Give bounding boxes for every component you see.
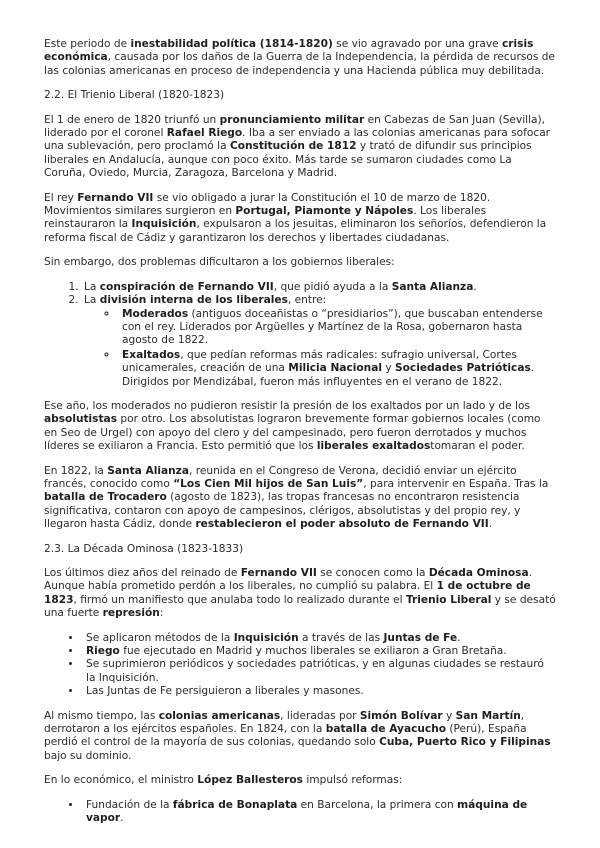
text: , reunida en el Congreso de Verona, decidió enviar un ejército francés, conocido como: [44, 464, 517, 490]
liberal-factions-list: [84, 308, 556, 389]
trienio-paragraph-3: Sin embargo, dos problemas dificultaron a los gobiernos liberales:: [44, 256, 395, 269]
bold-term: López Ballesteros: [197, 774, 303, 787]
list-item: [118, 308, 556, 348]
text: .: [120, 812, 124, 825]
text: , que pedían reformas más radicales: sufragio universal, Cortes unicamerales, creación de una: [122, 348, 517, 375]
bold-term: fábrica de Bonaplata: [172, 798, 298, 811]
text: Este periodo de: [44, 38, 131, 50]
bold-term: máquina de vapor: [86, 798, 528, 825]
text: . Los liberales reinstauraron la: [44, 205, 487, 231]
text: Ese año, los moderados no pudieron resistir la presión de los exaltados por un lado y de los: [44, 399, 530, 412]
bold-term: Constitución de 1812: [229, 140, 357, 153]
text: .: [473, 280, 477, 293]
text: y: [382, 362, 396, 375]
text: , para intervenir en España. Tras la: [363, 477, 549, 490]
text: .: [457, 631, 461, 644]
bold-term: San Martín: [455, 709, 521, 722]
text: Al mismo tiempo, las: [44, 709, 159, 722]
text: Fundación de la: [86, 798, 173, 811]
bold-term: Moderados: [122, 307, 189, 320]
bold-term: 1 de octubre de 1823: [44, 580, 531, 606]
list-item: [82, 294, 556, 389]
trienio-paragraph-2: [44, 192, 556, 246]
bold-term: Santa Alianza: [391, 280, 474, 293]
decada-paragraph-2: [44, 710, 556, 764]
list-item: [82, 799, 556, 826]
repression-list: [44, 632, 556, 699]
economic-reforms-list: [44, 799, 556, 826]
bold-term: batalla de Trocadero: [44, 491, 167, 504]
text: (Perú), España perdió el control de la mayoría de sus colonias, quedando solo: [44, 723, 527, 749]
list-item: [118, 349, 556, 389]
bold-term: Fernando VII: [240, 567, 317, 579]
problems-list: [44, 281, 556, 389]
text: Los últimos diez años del reinado de: [44, 567, 241, 579]
bold-term: colonias americanas: [158, 709, 281, 722]
text: La: [84, 294, 100, 307]
text: , derrotaron a los ejércitos españoles. En 1824, con la: [44, 709, 525, 736]
bold-term: división interna de los liberales: [99, 294, 288, 307]
text: fue ejecutado en Madrid y muchos liberales se exiliaron a Gran Bretaña.: [119, 645, 507, 658]
text: tomaran el poder.: [430, 440, 525, 453]
text: El 1 de enero de 1820 triunfó un: [44, 113, 220, 126]
text: (antiguos doceañistas o “presidiarios”), que buscaban entenderse con el rey. Liderados por Argüelles y Martínez de la Rosa, gobernaron hasta agosto de 1822.: [122, 307, 543, 347]
text: por otro. Los absolutistas lograron brevemente formar gobiernos locales (como en Seo de Urgel) con apoyo del clero y del campesinado, pero fueron derrotados y muchos líderes se exiliaron a Francia. Esto permitió que los: [44, 413, 541, 453]
bold-term: Cuba, Puerto Rico y Filipinas: [379, 736, 551, 749]
text: . Dirigidos por Mendizábal, fueron más influyentes en el verano de 1822.: [122, 362, 535, 388]
text: y trató de difundir sus principios liberales en Andalucía, aunque con poco éxito. Más tarde se sumaron ciudades como La Coruña, Oviedo, Murcia, Zaragoza, Barcelona y Madrid.: [44, 140, 532, 180]
bold-term: Portugal, Piamonte y Nápoles: [235, 205, 414, 218]
text: y: [442, 709, 456, 722]
text: en Barcelona, la primera con: [297, 798, 458, 811]
bold-term: Milicia Nacional: [288, 362, 382, 375]
bold-term: restablecieron el poder absoluto de Fernando VII: [195, 518, 489, 531]
bold-term: Riego: [86, 645, 120, 658]
section-heading-trienio: 2.2. El Trienio Liberal (1820-1823): [44, 89, 225, 102]
text: bajo su dominio.: [44, 749, 132, 762]
text: .: [488, 518, 493, 531]
text: , expulsaron a los jesuitas, eliminaron los señoríos, defendieron la reforma fiscal de Cádiz y garantizaron los derechos y libertades ciudadanas.: [44, 218, 547, 244]
bold-term: Simón Bolívar: [359, 709, 443, 722]
bold-term: Trienio Liberal: [406, 593, 492, 606]
text: se conocen como la: [316, 567, 429, 579]
decada-paragraph-1: [44, 567, 556, 621]
text: Se aplicaron métodos de la: [86, 631, 234, 644]
bold-term: batalla de Ayacucho: [325, 723, 447, 736]
text: , lideradas por: [280, 709, 360, 722]
intro-paragraph: [44, 38, 556, 78]
list-item: [82, 281, 556, 294]
text: impulsó reformas:: [302, 774, 403, 787]
text: , causada por los daños de la Guerra de la Independencia, la pérdida de recursos de las colonias americanas en proceso de independencia y una Hacienda pública muy debilitada.: [44, 51, 555, 77]
list-item: [82, 632, 556, 645]
bold-term: pronunciamiento militar: [219, 113, 365, 126]
bold-term: Fernando VII: [77, 191, 154, 204]
bold-term: Exaltados: [122, 348, 181, 361]
bold-term: conspiración de Fernando VII: [99, 280, 274, 293]
bold-term: Sociedades Patrióticas: [395, 362, 531, 375]
text: En 1822, la: [44, 464, 108, 477]
bold-term: “Los Cien Mil hijos de San Luis”: [173, 477, 364, 490]
text: :: [159, 607, 164, 620]
bold-term: absolutistas: [44, 413, 118, 426]
list-item: • Las Juntas de Fe persiguieron a liberales y masones.: [82, 685, 556, 698]
trienio-paragraph-4: [44, 400, 556, 454]
bold-term: inestabilidad política (1814-1820): [130, 38, 333, 50]
bold-term: represión: [102, 607, 160, 620]
bold-term: Década Ominosa: [428, 567, 529, 579]
text: En lo económico, el ministro: [44, 774, 198, 787]
text: (agosto de 1823), las tropas francesas no encontraron resistencia significativa, contaron con apoyo de campesinos, clérigos, absolutistas y del propio rey, y llegaron hasta Cádiz, donde: [44, 491, 521, 531]
trienio-paragraph-1: [44, 114, 556, 181]
text: . Iba a ser enviado a las colonias americanas para sofocar una sublevación, pero proclamó la: [44, 127, 551, 153]
text: El rey: [44, 191, 78, 204]
bold-term: Inquisición: [131, 218, 197, 231]
text: , firmó un manifiesto que anulaba todo lo realizado durante el: [73, 593, 406, 606]
bold-term: liberales exaltados: [316, 440, 431, 453]
text: , entre:: [287, 294, 327, 307]
list-item: [82, 645, 556, 658]
bold-term: Inquisición: [233, 631, 299, 644]
bold-term: Santa Alianza: [107, 464, 189, 477]
decada-paragraph-3: [44, 774, 556, 787]
list-item: • Se suprimieron periódicos y sociedades patrióticas, y en algunas ciudades se restauró la Inquisición.: [82, 658, 556, 685]
text: y se desató una fuerte: [44, 593, 556, 620]
bold-term: crisis económica: [44, 38, 534, 64]
text: , que pidió ayuda a la: [273, 280, 392, 293]
text: a través de las: [298, 631, 384, 644]
text: . Aunque había prometido perdón a los liberales, no cumplió su palabra. El: [44, 567, 532, 593]
text: en Cabezas de San Juan (Sevilla), liderado por el coronel: [44, 113, 546, 140]
text: La: [84, 280, 100, 293]
text: se vio obligado a jurar la Constitución el 10 de marzo de 1820. Movimientos similares surgieron en: [44, 191, 491, 218]
bold-term: Juntas de Fe: [383, 631, 458, 644]
bold-term: Rafael Riego: [166, 127, 243, 140]
trienio-paragraph-5: [44, 465, 556, 532]
text: se vio agravado por una grave: [332, 38, 502, 50]
section-heading-decada: 2.3. La Década Ominosa (1823-1833): [44, 542, 244, 555]
